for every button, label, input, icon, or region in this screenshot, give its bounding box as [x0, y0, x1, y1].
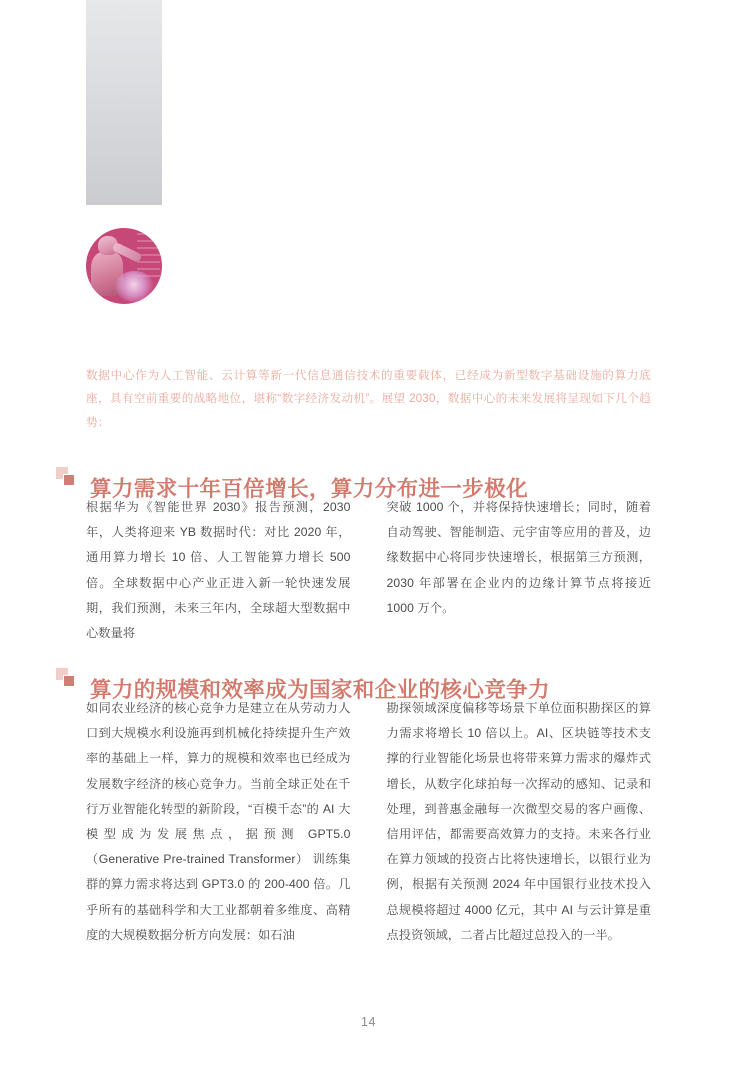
double-square-bullet-icon — [56, 467, 75, 486]
section-demand-growth — [0, 455, 737, 646]
intro-paragraph: 数据中心作为人工智能、云计算等新一代信息通信技术的重要载体，已经成为新型数字基础设施的算力底座，具有空前重要的战略地位，堪称“数字经济发动机”。展望 2030，数据中心的未来发展将呈现如下几个趋势： — [86, 368, 651, 429]
double-square-bullet-icon — [56, 668, 75, 687]
photo-composite — [86, 228, 162, 304]
bullet-front-square — [63, 474, 75, 486]
two-column-body — [86, 696, 651, 948]
section-title: 算力需求十年百倍增长，算力分布进一步极化 — [90, 476, 529, 501]
section-heading — [56, 656, 737, 702]
body-column-right: 勘探领域深度偏移等场景下单位面积勘探区的算力需求将增长 10 倍以上。AI、区块链等技术支撑的行业智能化场景也将带来算力需求的爆炸式增长，从数字化球拍每一次挥动的感知、记录和处理，到普惠金融每一次微型交易的客户画像、信用评估，都需要高效算力的支持。未来各行业在算力领域的投资占比将快速增长，以银行业为例，根据有关预测 2024 年中国银行业技术投入总规模将超过 4000 亿元，其中 AI 与云计算是重点投资领域，二者占比超过总投入的一半。 — [386, 701, 651, 942]
section-scale-efficiency — [0, 656, 737, 948]
section-title: 算力的规模和效率成为国家和企业的核心竞争力 — [90, 677, 550, 702]
gray-gradient-band — [86, 0, 162, 205]
body-column-left: 根据华为《智能世界 2030》报告预测，2030 年，人类将迎来 YB 数据时代：对比 2020 年，通用算力增长 10 倍、人工智能算力增长 500 倍。全球数据中心产业正进入新一轮快速发展期，我们预测，未来三年内，全球超大型数据中心数量将 — [86, 500, 351, 641]
page-number: 14 — [361, 1015, 376, 1029]
body-column-right: 突破 1000 个，并将保持快速增长；同时，随着自动驾驶、智能制造、元宇宙等应用的普及，边缘数据中心将同步快速增长，根据第三方预测，2030 年部署在企业内的边缘计算节点将接近 1000 万个。 — [386, 500, 651, 615]
two-column-body — [86, 495, 651, 646]
body-column-left: 如同农业经济的核心竞争力是建立在从劳动力人口到大规模水利设施再到机械化持续提升生产效率的基础上一样，算力的规模和效率也已经成为发展数字经济的核心竞争力。当前全球正处在千行万业智能化转型的新阶段，“百模千态”的 AI 大模型成为发展焦点，据预测 GPT5.0（Generative Pre-trained Transformer） 训练集群的算力需求将达到 GPT3.0 的 200-400 倍。几乎所有的基础科学和大工业都朝着多维度、高精度的大规模数据分析方向发展：如石油 — [86, 701, 351, 942]
robot-datacenter-photo — [86, 228, 162, 304]
bullet-front-square — [63, 675, 75, 687]
section-heading — [56, 455, 737, 501]
pink-tint-overlay — [86, 228, 162, 304]
